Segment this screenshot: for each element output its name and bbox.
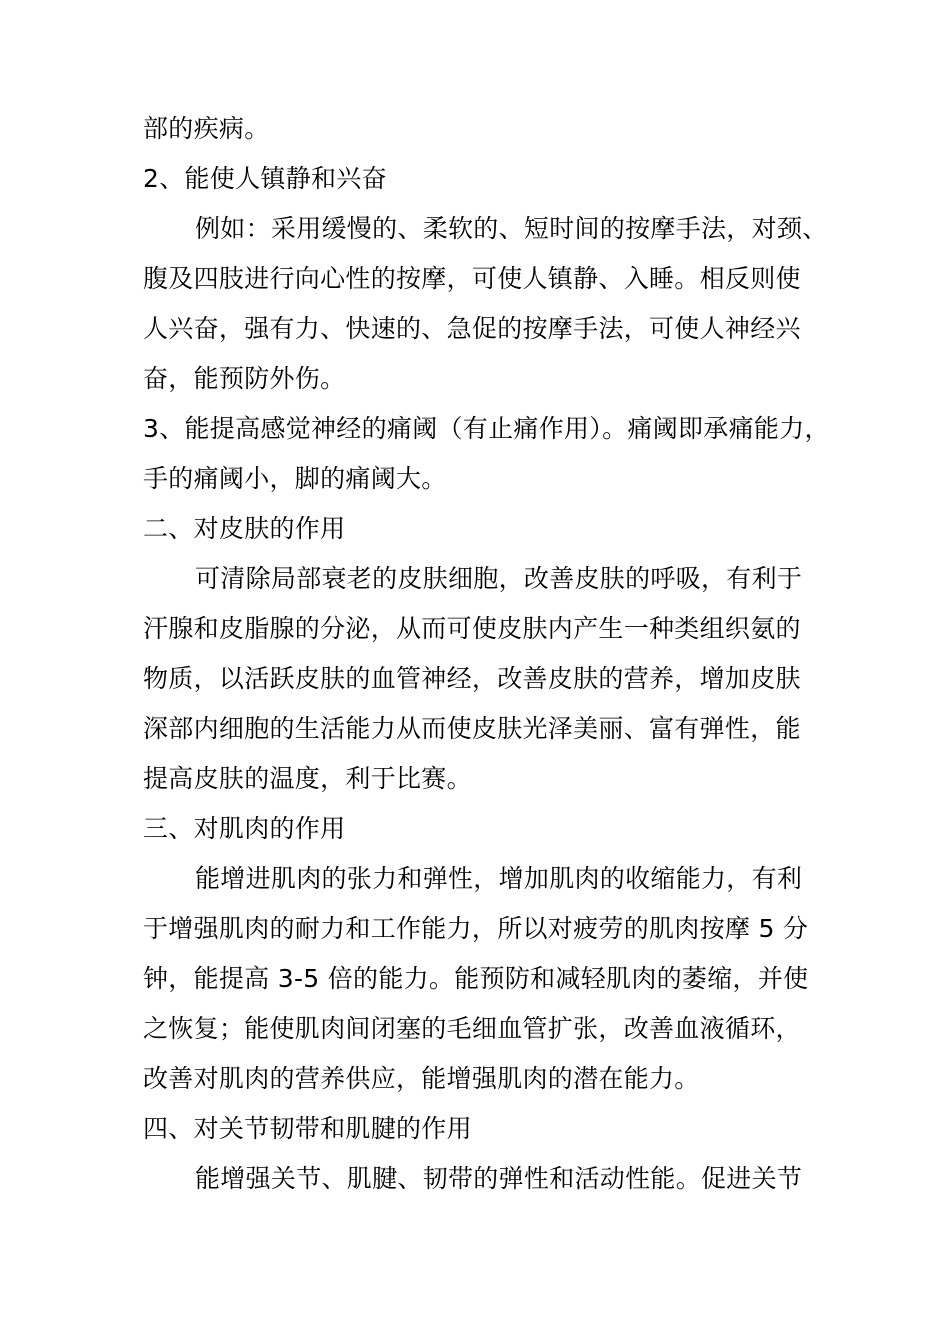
- paragraph-line: 腹及四肢进行向心性的按摩，可使人镇静、入睡。相反则使: [143, 264, 801, 293]
- paragraph-line: 例如：采用缓慢的、柔软的、短时间的按摩手法，对颈、: [195, 214, 828, 243]
- text-line: 部的疾病。: [143, 114, 270, 143]
- paragraph-line: 深部内细胞的生活能力从而使皮肤光泽美丽、富有弹性，能: [143, 714, 801, 743]
- paragraph-line: 人兴奋，强有力、快速的、急促的按摩手法，可使人神经兴: [143, 314, 801, 343]
- paragraph-line: 于增强肌肉的耐力和工作能力，所以对疲劳的肌肉按摩 5 分: [143, 914, 809, 943]
- paragraph-line: 钟，能提高 3-5 倍的能力。能预防和减轻肌肉的萎缩，并使: [143, 964, 809, 993]
- section-heading: 三、对肌肉的作用: [143, 814, 346, 843]
- paragraph-line: 手的痛阈小，脚的痛阈大。: [143, 464, 447, 493]
- section-heading: 四、对关节韧带和肌腱的作用: [143, 1114, 472, 1143]
- section-heading: 二、对皮肤的作用: [143, 514, 346, 543]
- paragraph-line: 物质，以活跃皮肤的血管神经，改善皮肤的营养，增加皮肤: [143, 664, 801, 693]
- numbered-heading: 3、能提高感觉神经的痛阈（有止痛作用）。痛阈即承痛能力，: [143, 414, 830, 443]
- paragraph-line: 汗腺和皮脂腺的分泌，从而可使皮肤内产生一种类组织氨的: [143, 614, 801, 643]
- paragraph-line: 提高皮肤的温度，利于比赛。: [143, 764, 472, 793]
- paragraph-line: 改善对肌肉的营养供应，能增强肌肉的潜在能力。: [143, 1064, 700, 1093]
- numbered-heading: 2、能使人镇静和兴奋: [143, 164, 387, 193]
- paragraph-line: 能增强关节、肌腱、韧带的弹性和活动性能。促进关节: [195, 1164, 803, 1193]
- paragraph-line: 能增进肌肉的张力和弹性，增加肌肉的收缩能力，有利: [195, 864, 803, 893]
- paragraph-line: 之恢复；能使肌肉间闭塞的毛细血管扩张，改善血液循环，: [143, 1014, 801, 1043]
- paragraph-line: 奋，能预防外伤。: [143, 364, 346, 393]
- paragraph-line: 可清除局部衰老的皮肤细胞，改善皮肤的呼吸，有利于: [195, 564, 803, 593]
